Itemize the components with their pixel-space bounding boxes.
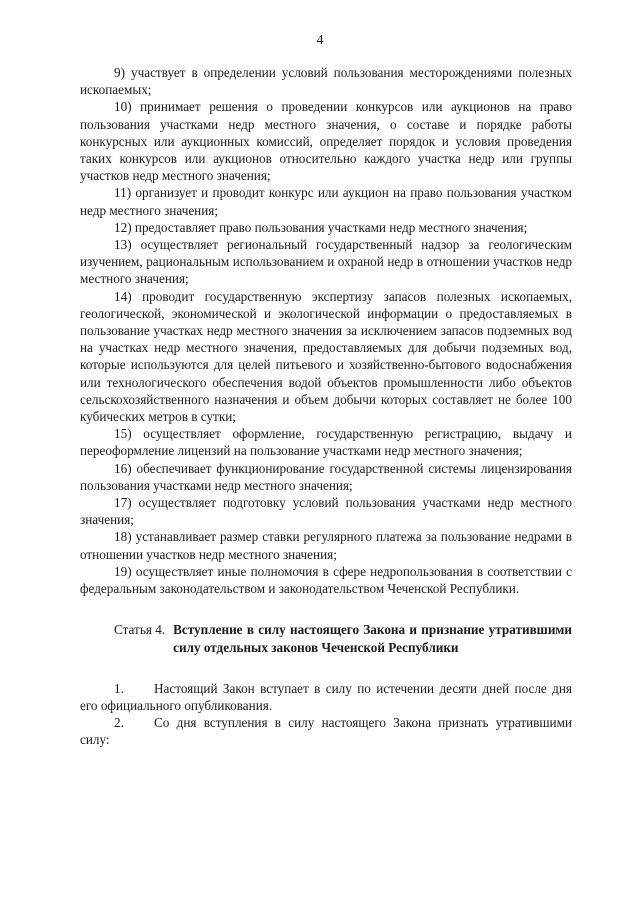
document-body bbox=[80, 64, 572, 749]
item-number: 14) bbox=[114, 288, 132, 304]
page-number: 4 bbox=[316, 33, 324, 48]
item-number: 9) bbox=[114, 65, 125, 80]
item-text: осуществляет подготовку условий пользования участками недр местного значения; bbox=[80, 495, 573, 528]
article-item bbox=[80, 680, 572, 714]
list-item bbox=[80, 528, 572, 562]
list-item bbox=[80, 494, 572, 528]
list-item bbox=[80, 64, 572, 98]
list-item bbox=[80, 425, 572, 459]
article-item-number: 1. bbox=[114, 680, 124, 696]
item-number: 12) bbox=[114, 219, 132, 235]
article-heading bbox=[80, 621, 572, 655]
item-text: проводит государственную экспертизу запасов полезных ископаемых, геологической, экономической и экологической информации о предоставляемых в пользование участках недр местного значения за исключением запасов подземных вод на участках недр местного значения, предоставляемых для добычи подземных вод, которые используются для целей питьевого и хозяйственно-бытового водоснабжения или технологического обеспечения водой объектов промышленности либо объектов сельскохозяйственного назначения и объем добычи которых составляет не более 100 кубических метров в сутки; bbox=[80, 288, 573, 425]
list-item bbox=[80, 563, 572, 597]
article-title: Вступление в силу настоящего Закона и признание утратившими силу отдельных законов Чеченской Республики bbox=[173, 622, 572, 655]
item-text: участвует в определении условий пользования месторождениями полезных ископаемых; bbox=[80, 65, 572, 98]
item-text: осуществляет иные полномочия в сфере недропользования в соответствии с федеральным законодательством и законодательством Чеченской Республики. bbox=[80, 563, 572, 597]
item-number: 11) bbox=[114, 185, 132, 201]
item-number: 10) bbox=[114, 99, 132, 115]
item-number: 19) bbox=[114, 563, 132, 579]
article-item-text: Со дня вступления в силу настоящего Закона признать утратившими силу: bbox=[80, 715, 572, 748]
item-text: осуществляет региональный государственный надзор за геологическим изучением, рациональным использованием и охраной недр в отношении участков недр местного значения; bbox=[80, 237, 572, 287]
list-item bbox=[80, 460, 572, 494]
item-text: принимает решения о проведении конкурсов или аукционов на право пользования участками недр местного значения, о составе и порядке работы конкурсных или аукционных комиссий, определяет порядок и условия проведения таких конкурсов или аукционов относительно каждого участка недр или группы участков недр местного значения; bbox=[80, 99, 572, 184]
article-body bbox=[80, 680, 572, 749]
item-number: 18) bbox=[114, 529, 132, 545]
article-item-text: Настоящий Закон вступает в силу по истечении десяти дней после дня его официального опубликования. bbox=[80, 680, 572, 713]
item-text: предоставляет право пользования участками недр местного значения; bbox=[134, 219, 528, 235]
item-text: осуществляет оформление, государственную регистрацию, выдачу и переоформление лицензий на пользование участками недр местного значения; bbox=[80, 426, 572, 459]
list-item bbox=[80, 219, 572, 236]
item-number: 16) bbox=[114, 460, 132, 476]
item-number: 15) bbox=[114, 426, 132, 442]
item-number: 17) bbox=[114, 495, 132, 511]
list-item bbox=[80, 98, 572, 184]
article-label: Статья 4. bbox=[114, 622, 166, 638]
article-item-number: 2. bbox=[114, 715, 124, 731]
item-text: устанавливает размер ставки регулярного платежа за пользование недрами в отношении участков недр местного значения; bbox=[80, 529, 573, 562]
item-text: организует и проводит конкурс или аукцион на право пользования участком недр местного значения; bbox=[80, 185, 572, 218]
article-item bbox=[80, 714, 572, 748]
list-item bbox=[80, 288, 572, 426]
list-item bbox=[80, 184, 572, 218]
item-text: обеспечивает функционирование государственной системы лицензирования пользования участками недр местного значения; bbox=[80, 460, 573, 493]
item-number: 13) bbox=[114, 237, 132, 253]
list-item bbox=[80, 236, 572, 288]
